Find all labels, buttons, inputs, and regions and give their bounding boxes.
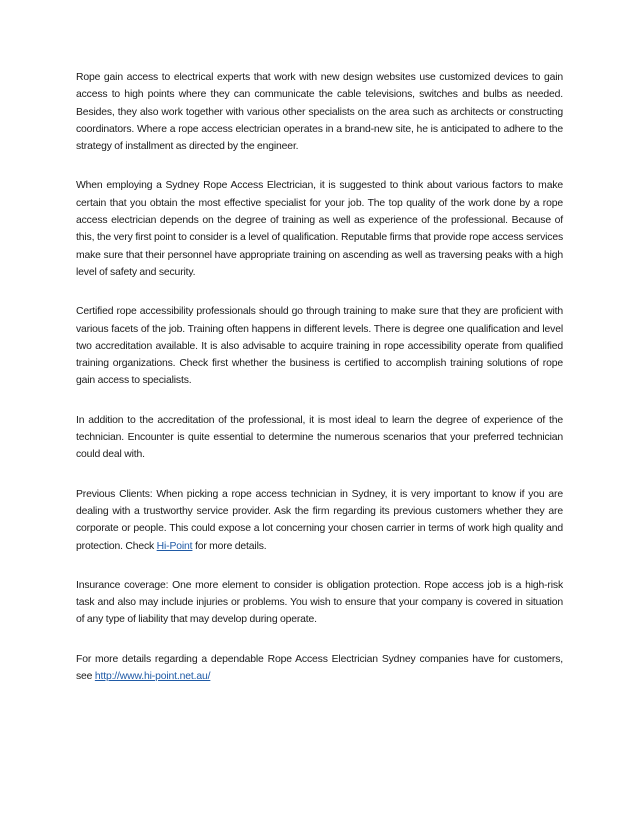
previous-clients-tail: for more details. xyxy=(192,540,267,552)
document-body xyxy=(76,69,563,685)
paragraph-certified-professionals: Certified rope accessibility professionals should go through training to make sure that they are proficient with various facets of the job. Training often happens in different levels. There is degree one qualification and level two accreditation available. It is also advisable to acquire training in rope accessibility operate from qualified training organizations. Check first whether the business is certified to accomplish training solutions of rope gain access to specialists. xyxy=(76,306,563,387)
paragraph-insurance-coverage: Insurance coverage: One more element to consider is obligation protection. Rope access job is a high-risk task and also may include injuries or problems. You wish to ensure that your company is covered in situation of any type of liability that may develop during operate. xyxy=(76,579,563,626)
paragraph-rope-access-experts: Rope gain access to electrical experts that work with new design websites use customized devices to gain access to high points where they can communicate the cable televisions, switches and bulbs as needed. Besides, they also work together with various other specialists on the area such as architects or constructing coordinators. Where a rope access electrician operates in a brand-new site, he is anticipated to adhere to the strategy of installment as directed by the engineer. xyxy=(76,72,563,153)
hi-point-link[interactable]: Hi-Point xyxy=(156,540,193,552)
paragraph-previous-clients xyxy=(76,486,563,555)
hi-point-url-link[interactable]: http://www.hi-point.net.au/ xyxy=(94,671,211,683)
paragraph-employing-electrician: When employing a Sydney Rope Access Electrician, it is suggested to think about various factors to make certain that you obtain the most effective specialist for your job. The top quality of the work done by a rope access electrician depends on the degree of training as well as experience of the professional. Because of this, the very first point to consider is a level of qualification. Reputable firms that provide rope access services make sure that their personnel have appropriate training on ascending as well as traversing peaks with a high level of safety and security. xyxy=(76,180,563,278)
closing-text: For more details regarding a dependable Rope Access Electrician Sydney companies have for customers, see xyxy=(76,653,563,683)
paragraph-accreditation-experience: In addition to the accreditation of the professional, it is most ideal to learn the degree of experience of the technician. Encounter is quite essential to determine the numerous scenarios that your preferred technician could deal with. xyxy=(76,414,563,461)
paragraph-closing xyxy=(76,651,563,686)
previous-clients-text: Previous Clients: When picking a rope access technician in Sydney, it is very important to know if you are dealing with a trustworthy service provider. Ask the firm regarding its previous customers whether they are corporate or people. This could expose a lot concerning your chosen carrier in terms of work high quality and protection. Check xyxy=(76,488,563,552)
